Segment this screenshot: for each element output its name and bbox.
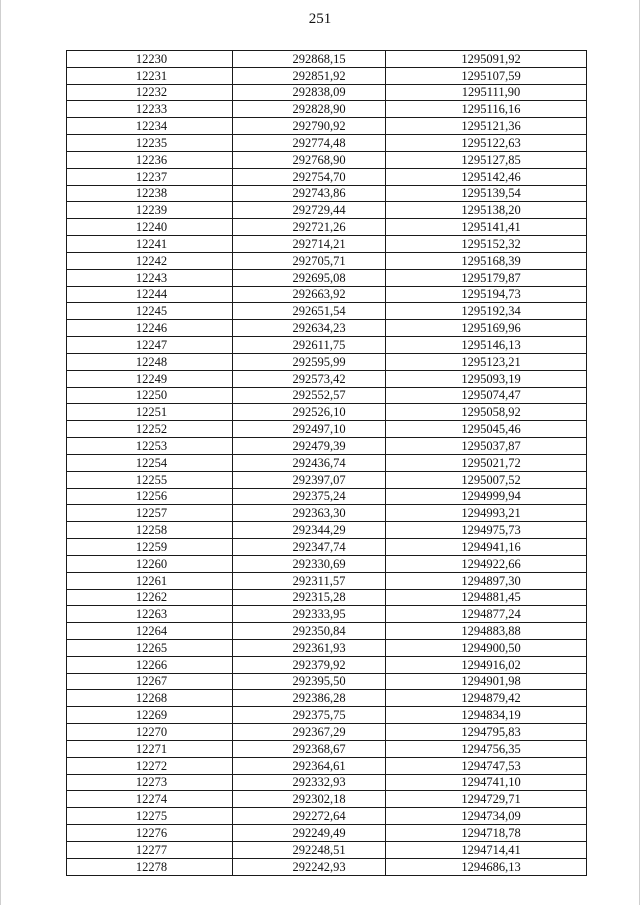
y-coordinate-cell: 1295111,90 <box>386 84 587 101</box>
x-coordinate-cell: 292838,09 <box>233 84 386 101</box>
table-row <box>67 454 587 471</box>
y-coordinate-cell: 1295194,73 <box>386 286 587 303</box>
y-coordinate-cell: 1295045,46 <box>386 421 587 438</box>
point-number-cell: 12241 <box>67 236 233 253</box>
table-row <box>67 337 587 354</box>
point-number-cell: 12256 <box>67 488 233 505</box>
point-number-cell: 12253 <box>67 438 233 455</box>
point-number-cell: 12271 <box>67 740 233 757</box>
point-number-cell: 12254 <box>67 454 233 471</box>
point-number-cell: 12242 <box>67 252 233 269</box>
coordinates-table <box>66 50 587 876</box>
table-row <box>67 387 587 404</box>
table-row <box>67 320 587 337</box>
table-row <box>67 135 587 152</box>
point-number-cell: 12266 <box>67 656 233 673</box>
point-number-cell: 12257 <box>67 505 233 522</box>
point-number-cell: 12238 <box>67 185 233 202</box>
x-coordinate-cell: 292721,26 <box>233 219 386 236</box>
x-coordinate-cell: 292375,24 <box>233 488 386 505</box>
table-row <box>67 303 587 320</box>
point-number-cell: 12232 <box>67 84 233 101</box>
y-coordinate-cell: 1295146,13 <box>386 337 587 354</box>
table-row <box>67 236 587 253</box>
y-coordinate-cell: 1294881,45 <box>386 589 587 606</box>
x-coordinate-cell: 292754,70 <box>233 168 386 185</box>
point-number-cell: 12252 <box>67 421 233 438</box>
x-coordinate-cell: 292768,90 <box>233 151 386 168</box>
point-number-cell: 12234 <box>67 118 233 135</box>
point-number-cell: 12269 <box>67 707 233 724</box>
y-coordinate-cell: 1294834,19 <box>386 707 587 724</box>
y-coordinate-cell: 1294922,66 <box>386 555 587 572</box>
y-coordinate-cell: 1295007,52 <box>386 471 587 488</box>
x-coordinate-cell: 292332,93 <box>233 774 386 791</box>
table-row <box>67 505 587 522</box>
table-row <box>67 185 587 202</box>
y-coordinate-cell: 1294900,50 <box>386 639 587 656</box>
x-coordinate-cell: 292395,50 <box>233 673 386 690</box>
y-coordinate-cell: 1294718,78 <box>386 825 587 842</box>
point-number-cell: 12262 <box>67 589 233 606</box>
y-coordinate-cell: 1295138,20 <box>386 202 587 219</box>
x-coordinate-cell: 292479,39 <box>233 438 386 455</box>
y-coordinate-cell: 1295091,92 <box>386 51 587 68</box>
point-number-cell: 12251 <box>67 404 233 421</box>
table-row <box>67 269 587 286</box>
point-number-cell: 12264 <box>67 623 233 640</box>
y-coordinate-cell: 1294916,02 <box>386 656 587 673</box>
y-coordinate-cell: 1294729,71 <box>386 791 587 808</box>
y-coordinate-cell: 1295037,87 <box>386 438 587 455</box>
x-coordinate-cell: 292368,67 <box>233 740 386 757</box>
x-coordinate-cell: 292242,93 <box>233 858 386 875</box>
y-coordinate-cell: 1295168,39 <box>386 252 587 269</box>
x-coordinate-cell: 292552,57 <box>233 387 386 404</box>
y-coordinate-cell: 1295127,85 <box>386 151 587 168</box>
table-row <box>67 740 587 757</box>
point-number-cell: 12263 <box>67 606 233 623</box>
y-coordinate-cell: 1294901,98 <box>386 673 587 690</box>
table-row <box>67 858 587 875</box>
page-edge-left <box>0 0 1 905</box>
x-coordinate-cell: 292330,69 <box>233 555 386 572</box>
table-row <box>67 353 587 370</box>
point-number-cell: 12275 <box>67 808 233 825</box>
point-number-cell: 12237 <box>67 168 233 185</box>
table-row <box>67 774 587 791</box>
table-row <box>67 539 587 556</box>
x-coordinate-cell: 292248,51 <box>233 841 386 858</box>
y-coordinate-cell: 1294941,16 <box>386 539 587 556</box>
table-row <box>67 84 587 101</box>
x-coordinate-cell: 292311,57 <box>233 572 386 589</box>
y-coordinate-cell: 1294897,30 <box>386 572 587 589</box>
x-coordinate-cell: 292436,74 <box>233 454 386 471</box>
point-number-cell: 12268 <box>67 690 233 707</box>
x-coordinate-cell: 292497,10 <box>233 421 386 438</box>
table-row <box>67 707 587 724</box>
y-coordinate-cell: 1295123,21 <box>386 353 587 370</box>
point-number-cell: 12277 <box>67 841 233 858</box>
table-row <box>67 639 587 656</box>
table-row <box>67 51 587 68</box>
x-coordinate-cell: 292367,29 <box>233 724 386 741</box>
y-coordinate-cell: 1294993,21 <box>386 505 587 522</box>
x-coordinate-cell: 292714,21 <box>233 236 386 253</box>
point-number-cell: 12249 <box>67 370 233 387</box>
y-coordinate-cell: 1295169,96 <box>386 320 587 337</box>
y-coordinate-cell: 1295116,16 <box>386 101 587 118</box>
point-number-cell: 12248 <box>67 353 233 370</box>
y-coordinate-cell: 1295192,34 <box>386 303 587 320</box>
point-number-cell: 12246 <box>67 320 233 337</box>
x-coordinate-cell: 292634,23 <box>233 320 386 337</box>
table-row <box>67 572 587 589</box>
x-coordinate-cell: 292249,49 <box>233 825 386 842</box>
x-coordinate-cell: 292611,75 <box>233 337 386 354</box>
x-coordinate-cell: 292375,75 <box>233 707 386 724</box>
x-coordinate-cell: 292364,61 <box>233 757 386 774</box>
point-number-cell: 12244 <box>67 286 233 303</box>
point-number-cell: 12236 <box>67 151 233 168</box>
x-coordinate-cell: 292379,92 <box>233 656 386 673</box>
table-row <box>67 471 587 488</box>
y-coordinate-cell: 1295093,19 <box>386 370 587 387</box>
table-row <box>67 589 587 606</box>
y-coordinate-cell: 1294747,53 <box>386 757 587 774</box>
table-row <box>67 841 587 858</box>
y-coordinate-cell: 1294879,42 <box>386 690 587 707</box>
x-coordinate-cell: 292347,74 <box>233 539 386 556</box>
point-number-cell: 12231 <box>67 67 233 84</box>
y-coordinate-cell: 1295152,32 <box>386 236 587 253</box>
y-coordinate-cell: 1295122,63 <box>386 135 587 152</box>
point-number-cell: 12255 <box>67 471 233 488</box>
y-coordinate-cell: 1295021,72 <box>386 454 587 471</box>
table-row <box>67 656 587 673</box>
y-coordinate-cell: 1295141,41 <box>386 219 587 236</box>
table-row <box>67 757 587 774</box>
point-number-cell: 12260 <box>67 555 233 572</box>
y-coordinate-cell: 1295074,47 <box>386 387 587 404</box>
x-coordinate-cell: 292573,42 <box>233 370 386 387</box>
y-coordinate-cell: 1294883,88 <box>386 623 587 640</box>
point-number-cell: 12239 <box>67 202 233 219</box>
x-coordinate-cell: 292397,07 <box>233 471 386 488</box>
table-row <box>67 673 587 690</box>
point-number-cell: 12272 <box>67 757 233 774</box>
x-coordinate-cell: 292695,08 <box>233 269 386 286</box>
table-row <box>67 151 587 168</box>
x-coordinate-cell: 292302,18 <box>233 791 386 808</box>
x-coordinate-cell: 292361,93 <box>233 639 386 656</box>
x-coordinate-cell: 292363,30 <box>233 505 386 522</box>
x-coordinate-cell: 292315,28 <box>233 589 386 606</box>
table-row <box>67 438 587 455</box>
point-number-cell: 12278 <box>67 858 233 875</box>
x-coordinate-cell: 292705,71 <box>233 252 386 269</box>
point-number-cell: 12265 <box>67 639 233 656</box>
table-row <box>67 404 587 421</box>
table-row <box>67 168 587 185</box>
table-row <box>67 101 587 118</box>
point-number-cell: 12240 <box>67 219 233 236</box>
point-number-cell: 12245 <box>67 303 233 320</box>
table-row <box>67 690 587 707</box>
y-coordinate-cell: 1295121,36 <box>386 118 587 135</box>
table-row <box>67 421 587 438</box>
x-coordinate-cell: 292663,92 <box>233 286 386 303</box>
y-coordinate-cell: 1294975,73 <box>386 522 587 539</box>
x-coordinate-cell: 292729,44 <box>233 202 386 219</box>
y-coordinate-cell: 1294734,09 <box>386 808 587 825</box>
page-number: 251 <box>308 11 332 27</box>
table-row <box>67 724 587 741</box>
table-row <box>67 286 587 303</box>
x-coordinate-cell: 292868,15 <box>233 51 386 68</box>
y-coordinate-cell: 1294741,10 <box>386 774 587 791</box>
y-coordinate-cell: 1294795,83 <box>386 724 587 741</box>
table-row <box>67 791 587 808</box>
table-row <box>67 606 587 623</box>
point-number-cell: 12261 <box>67 572 233 589</box>
table-row <box>67 219 587 236</box>
table-row <box>67 370 587 387</box>
point-number-cell: 12273 <box>67 774 233 791</box>
x-coordinate-cell: 292386,28 <box>233 690 386 707</box>
table-row <box>67 555 587 572</box>
point-number-cell: 12267 <box>67 673 233 690</box>
point-number-cell: 12270 <box>67 724 233 741</box>
x-coordinate-cell: 292743,86 <box>233 185 386 202</box>
table-row <box>67 808 587 825</box>
table-row <box>67 67 587 84</box>
point-number-cell: 12243 <box>67 269 233 286</box>
point-number-cell: 12276 <box>67 825 233 842</box>
point-number-cell: 12235 <box>67 135 233 152</box>
y-coordinate-cell: 1294877,24 <box>386 606 587 623</box>
y-coordinate-cell: 1295107,59 <box>386 67 587 84</box>
x-coordinate-cell: 292851,92 <box>233 67 386 84</box>
point-number-cell: 12259 <box>67 539 233 556</box>
y-coordinate-cell: 1294686,13 <box>386 858 587 875</box>
point-number-cell: 12274 <box>67 791 233 808</box>
x-coordinate-cell: 292333,95 <box>233 606 386 623</box>
y-coordinate-cell: 1295179,87 <box>386 269 587 286</box>
coordinates-table-body <box>67 51 587 876</box>
x-coordinate-cell: 292526,10 <box>233 404 386 421</box>
table-row <box>67 252 587 269</box>
point-number-cell: 12250 <box>67 387 233 404</box>
y-coordinate-cell: 1295139,54 <box>386 185 587 202</box>
x-coordinate-cell: 292774,48 <box>233 135 386 152</box>
y-coordinate-cell: 1295058,92 <box>386 404 587 421</box>
x-coordinate-cell: 292595,99 <box>233 353 386 370</box>
table-row <box>67 522 587 539</box>
table-row <box>67 202 587 219</box>
table-row <box>67 623 587 640</box>
table-row <box>67 488 587 505</box>
x-coordinate-cell: 292790,92 <box>233 118 386 135</box>
point-number-cell: 12230 <box>67 51 233 68</box>
table-row <box>67 118 587 135</box>
y-coordinate-cell: 1294714,41 <box>386 841 587 858</box>
x-coordinate-cell: 292344,29 <box>233 522 386 539</box>
y-coordinate-cell: 1294999,94 <box>386 488 587 505</box>
x-coordinate-cell: 292651,54 <box>233 303 386 320</box>
x-coordinate-cell: 292272,64 <box>233 808 386 825</box>
y-coordinate-cell: 1295142,46 <box>386 168 587 185</box>
table-row <box>67 825 587 842</box>
point-number-cell: 12247 <box>67 337 233 354</box>
x-coordinate-cell: 292828,90 <box>233 101 386 118</box>
point-number-cell: 12258 <box>67 522 233 539</box>
y-coordinate-cell: 1294756,35 <box>386 740 587 757</box>
x-coordinate-cell: 292350,84 <box>233 623 386 640</box>
point-number-cell: 12233 <box>67 101 233 118</box>
